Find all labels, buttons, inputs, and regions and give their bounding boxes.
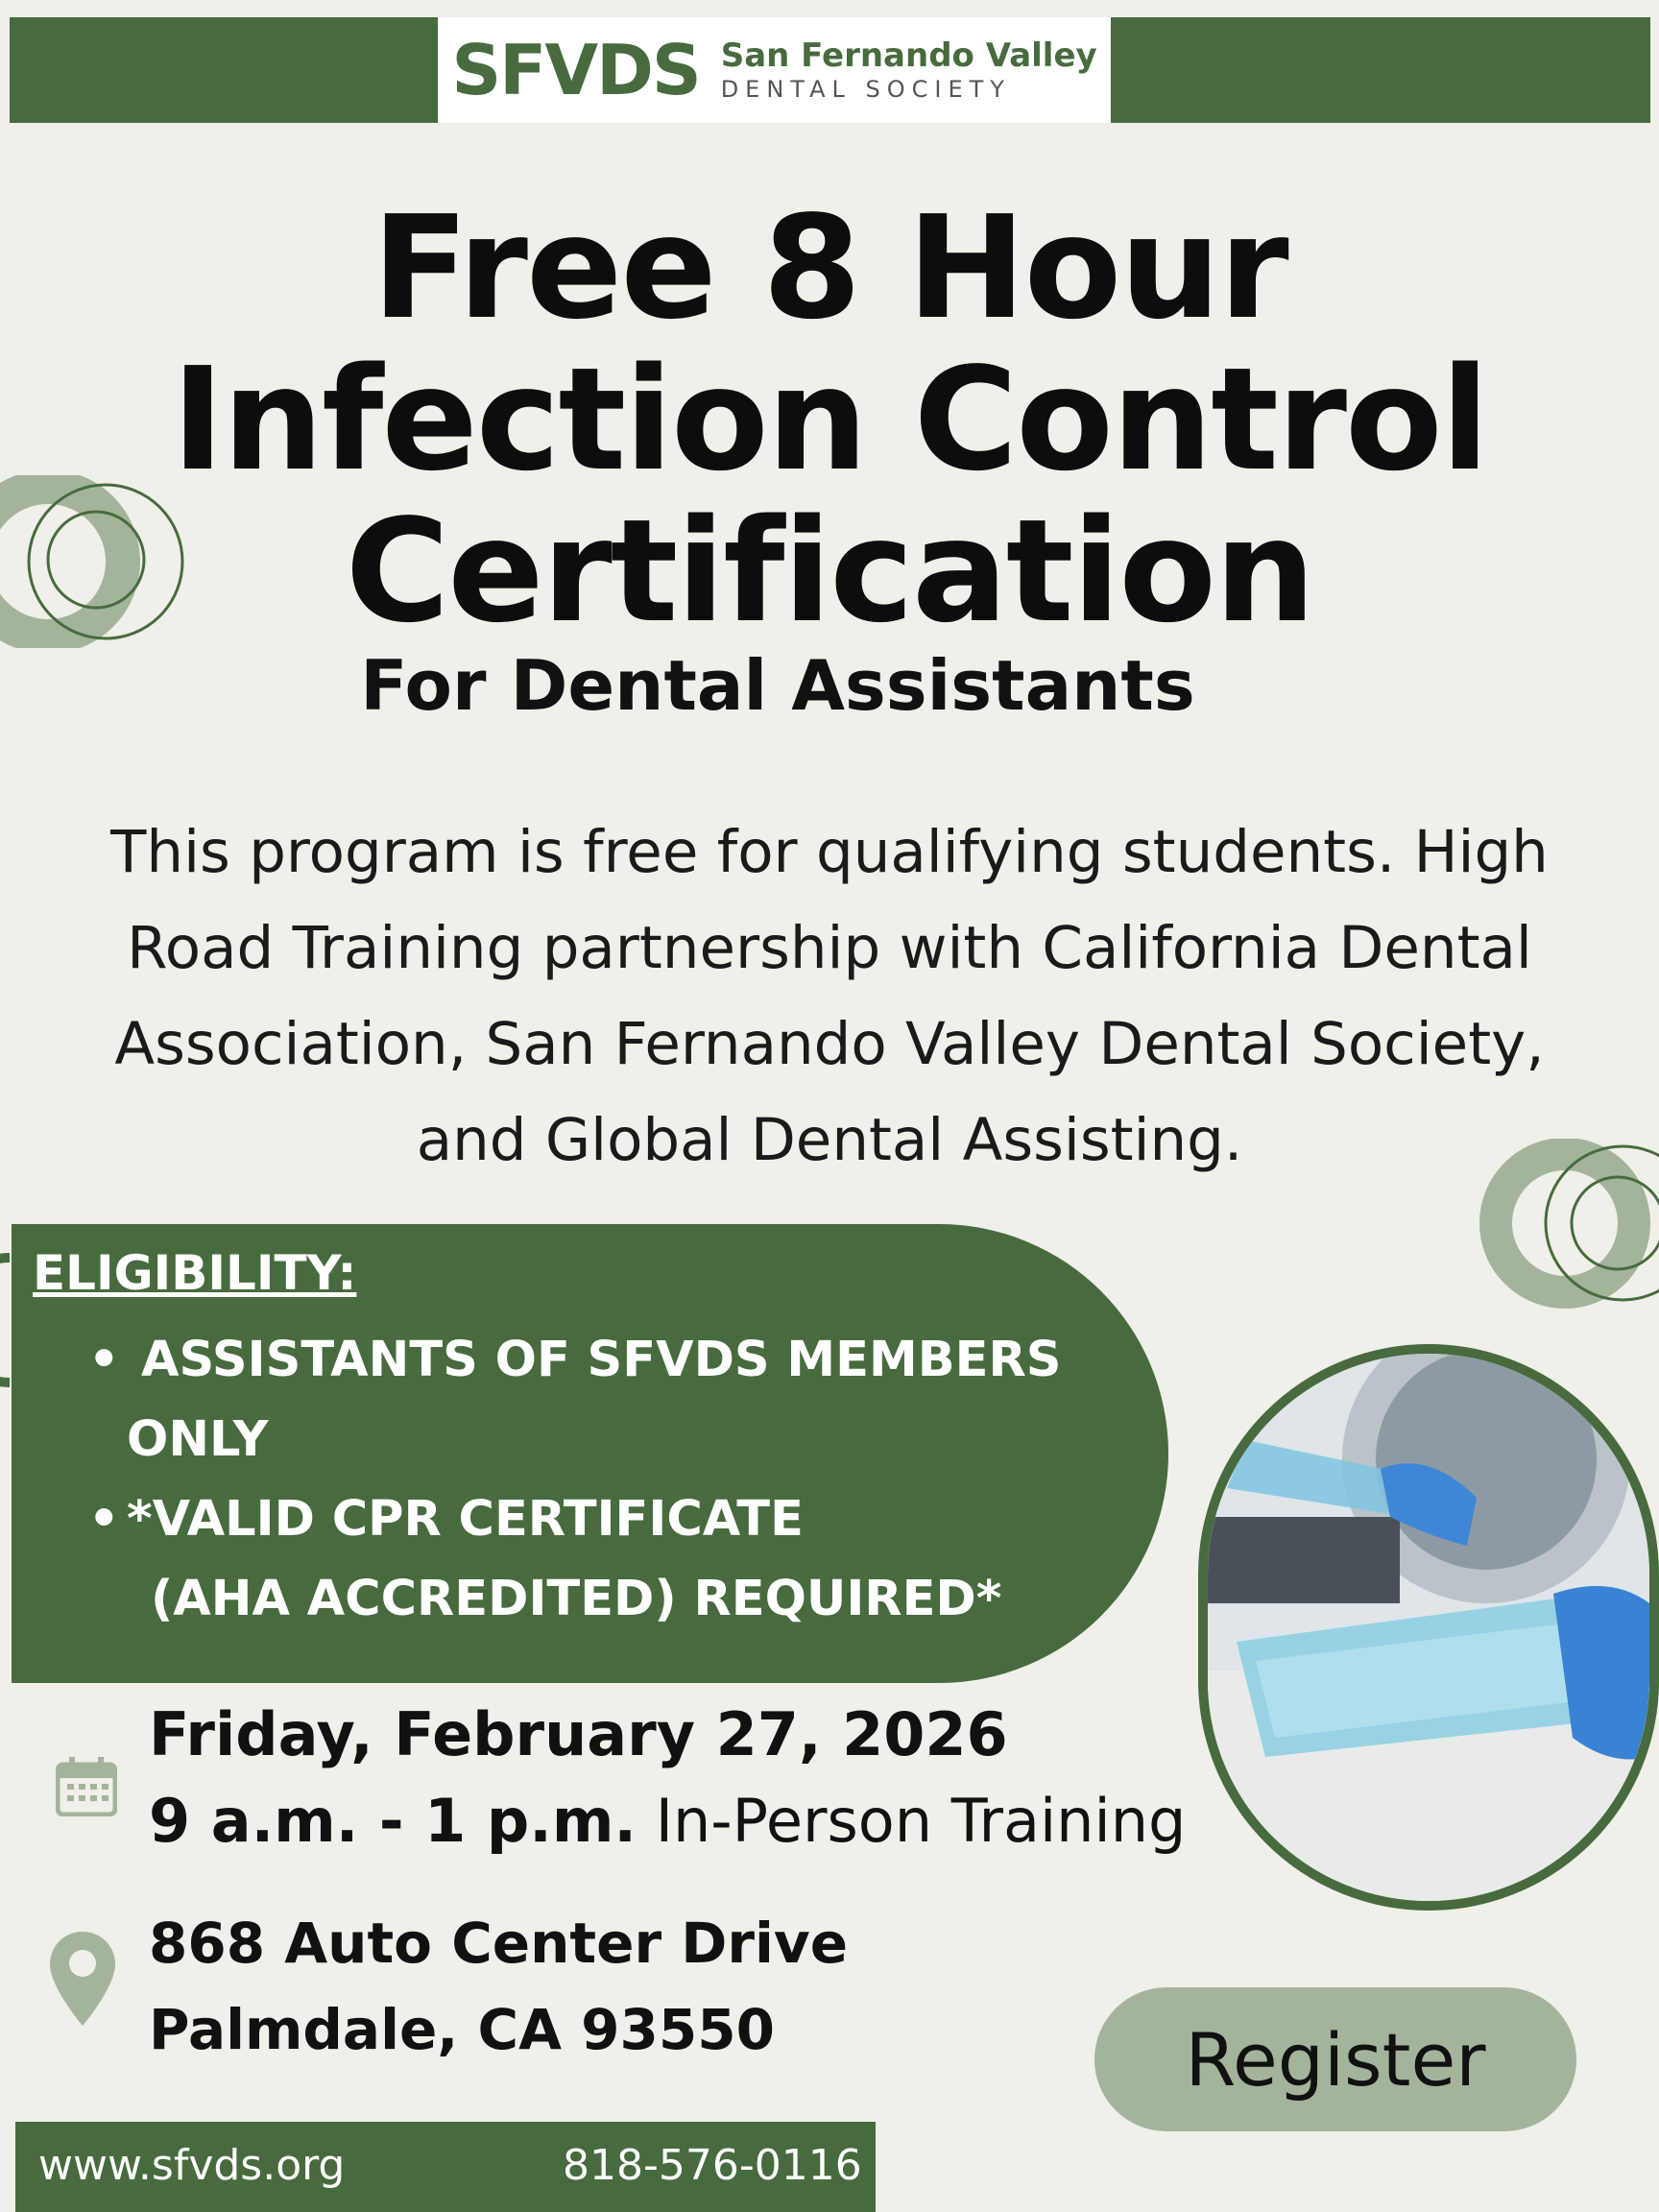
- header-band-right: [1111, 17, 1650, 123]
- eligibility-panel: [12, 1224, 1168, 1683]
- register-button[interactable]: Register: [1094, 1987, 1576, 2131]
- eligibility-item-text: ASSISTANTS OF SFVDS MEMBERS: [141, 1332, 1062, 1388]
- event-address-line-1: 868 Auto Center Drive: [149, 1911, 849, 1976]
- location-pin-icon: [50, 1932, 115, 2026]
- description-line-1: This program is free for qualifying students. High: [110, 818, 1549, 886]
- logo-org-name: San Fernando Valley: [720, 36, 1097, 75]
- bullet-icon: •: [88, 1332, 120, 1388]
- eligibility-item-text: *VALID CPR CERTIFICATE: [127, 1491, 804, 1548]
- page-title: [0, 185, 1659, 654]
- event-time-range: 9 a.m. - 1 p.m.: [149, 1786, 637, 1856]
- page-subtitle: For Dental Assistants: [360, 645, 1195, 726]
- calendar-icon: [56, 1757, 117, 1816]
- sfvds-logo: [438, 17, 1111, 123]
- eligibility-item-cpr: [88, 1479, 1125, 1639]
- eligibility-item-text-cont: (AHA ACCREDITED) REQUIRED*: [151, 1571, 1002, 1627]
- description-line-2: Road Training partnership with California Dental: [127, 914, 1532, 982]
- website-link[interactable]: www.sfvds.org: [38, 2141, 346, 2190]
- header-band-left: [10, 17, 438, 123]
- eligibility-heading: ELIGIBILITY:: [33, 1245, 357, 1301]
- bullet-icon: •: [88, 1491, 120, 1548]
- eligibility-list: [88, 1320, 1125, 1639]
- phone-number[interactable]: 818-576-0116: [563, 2141, 862, 2190]
- eligibility-item-text-cont: ONLY: [127, 1411, 269, 1468]
- event-time: [149, 1786, 1186, 1856]
- logo-org-sub: DENTAL SOCIETY: [720, 76, 1011, 103]
- description-line-4: and Global Dental Assisting.: [416, 1106, 1243, 1174]
- event-date: Friday, February 27, 2026: [149, 1699, 1008, 1769]
- eligibility-item-members: [88, 1320, 1125, 1479]
- footer-bar: [15, 2122, 876, 2212]
- title-line-3: Certification: [345, 489, 1314, 654]
- event-format: In-Person Training: [637, 1786, 1187, 1856]
- logo-mark: SFVDS: [451, 30, 700, 110]
- program-description: [38, 805, 1621, 1189]
- photo-illustration: [1208, 1354, 1649, 1901]
- title-line-2: Infection Control: [171, 337, 1488, 502]
- event-address-line-2: Palmdale, CA 93550: [149, 1997, 775, 2062]
- description-line-3: Association, San Fernando Valley Dental Society,: [114, 1010, 1545, 1078]
- sterilization-photo: [1198, 1344, 1659, 1911]
- title-line-1: Free 8 Hour: [372, 185, 1287, 350]
